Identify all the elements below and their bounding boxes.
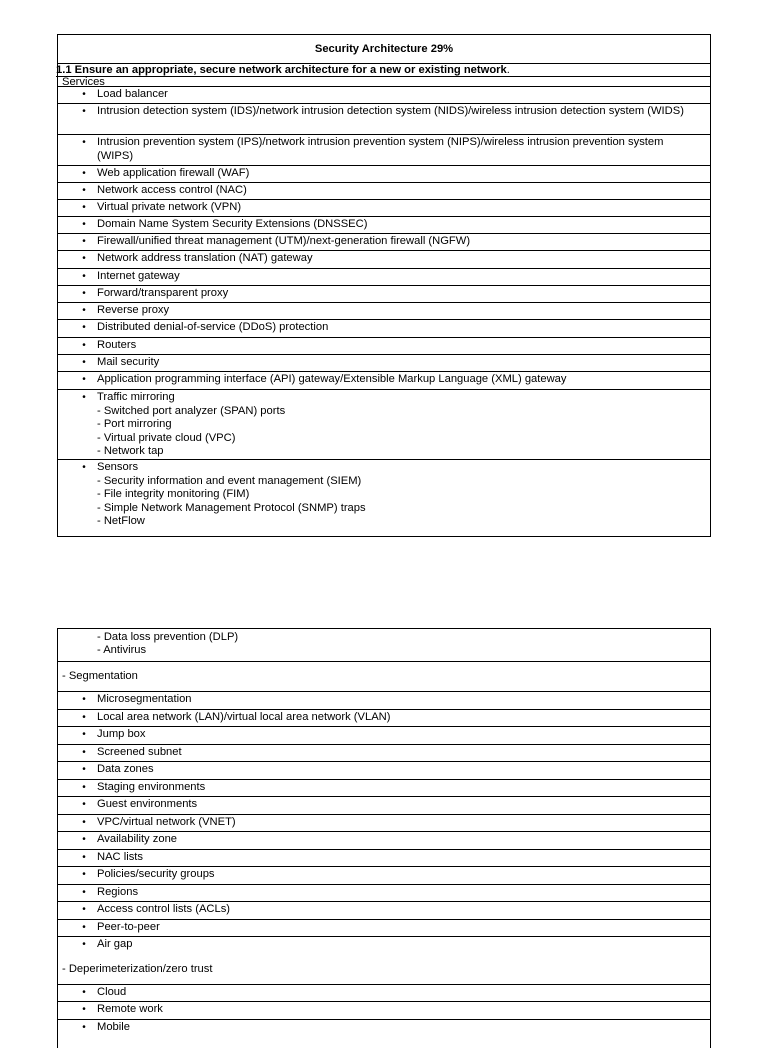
- list-item-text: Policies/security groups: [97, 868, 215, 880]
- list-item-text: Network access control (NAC): [97, 184, 247, 196]
- list-item-text: Mobile: [97, 1020, 130, 1033]
- objective-heading-row: [56, 64, 710, 77]
- list-item-text: Domain Name System Security Extensions (DNSSEC): [97, 218, 368, 230]
- list-item: [58, 937, 710, 955]
- segmentation-table: [57, 628, 711, 1048]
- list-item-text: Guest environments: [97, 798, 198, 810]
- bullet-icon: •: [82, 288, 86, 299]
- bullet-icon: •: [82, 392, 86, 403]
- zerotrust-heading-row: [58, 955, 710, 985]
- sub-item-text: - Simple Network Management Protocol (SNMP) traps: [97, 501, 366, 514]
- bullet-icon: •: [82, 185, 86, 196]
- list-item: [58, 797, 710, 815]
- bullet-icon: •: [82, 202, 86, 213]
- bullet-icon: •: [82, 746, 86, 758]
- list-item: [58, 183, 710, 200]
- sub-item-text: - Network tap: [97, 445, 164, 457]
- bullet-icon: •: [82, 1004, 86, 1015]
- section-label: Services: [62, 76, 105, 88]
- bullet-icon: •: [82, 271, 86, 282]
- list-item-text: VPC/virtual network (VNET): [97, 815, 236, 828]
- list-item: [58, 104, 710, 135]
- bullet-icon: •: [82, 851, 86, 863]
- segmentation-label: - Segmentation: [62, 670, 138, 682]
- bullet-icon: •: [82, 781, 86, 793]
- list-item-text: Jump box: [97, 728, 146, 740]
- list-item: [58, 710, 710, 728]
- bullet-icon: •: [82, 374, 86, 385]
- bullet-icon: •: [82, 137, 86, 148]
- list-item: [58, 355, 710, 372]
- table-title-row: [58, 35, 710, 64]
- list-item: [58, 135, 710, 166]
- list-item: [58, 867, 710, 885]
- list-item-text: Mail security: [97, 356, 160, 368]
- bullet-icon: •: [82, 253, 86, 264]
- list-item: [58, 832, 710, 850]
- segmentation-heading-row: [58, 662, 710, 692]
- list-item-text: Forward/transparent proxy: [97, 287, 229, 299]
- list-item: [58, 1002, 710, 1020]
- bullet-icon: •: [82, 886, 86, 898]
- list-item-text: Microsegmentation: [97, 693, 192, 705]
- bullet-icon: •: [82, 89, 86, 100]
- segmentation-list: [58, 692, 710, 955]
- list-item-text: Traffic mirroring: [97, 391, 175, 403]
- list-item: [58, 780, 710, 798]
- bullet-icon: •: [82, 921, 86, 933]
- list-item-text: Cloud: [97, 985, 127, 998]
- list-item-text: Staging environments: [97, 780, 206, 793]
- list-item: [58, 390, 710, 460]
- list-item-text: Network address translation (NAT) gateway: [97, 252, 313, 264]
- zerotrust-label: - Deperimeterization/zero trust: [62, 962, 213, 975]
- list-item: [58, 303, 710, 320]
- list-item: [58, 885, 710, 903]
- section-row-services: [58, 77, 710, 87]
- sub-item-text: - Switched port analyzer (SPAN) ports: [97, 404, 286, 417]
- sub-item-text: - Security information and event management (SIEM): [97, 474, 362, 487]
- list-item-text: Firewall/unified threat management (UTM)/next-generation firewall (NGFW): [97, 235, 471, 247]
- list-item-text: NAC lists: [97, 850, 143, 863]
- bullet-icon: •: [82, 106, 86, 117]
- list-item-text: Application programming interface (API) gateway/Extensible Markup Language (XML) gateway: [97, 373, 567, 385]
- list-item-text: Distributed denial-of-service (DDoS) protection: [97, 321, 329, 333]
- bullet-icon: •: [82, 904, 86, 915]
- bullet-icon: •: [82, 816, 86, 828]
- list-item: [58, 372, 710, 390]
- bullet-icon: •: [82, 322, 86, 333]
- list-item-text: Air gap: [97, 938, 133, 950]
- list-item-text: Internet gateway: [97, 270, 180, 282]
- list-item: [58, 815, 710, 833]
- bullet-icon: •: [82, 462, 86, 473]
- bullet-icon: •: [82, 834, 86, 845]
- table-title: Security Architecture 29%: [314, 43, 454, 55]
- bullet-icon: •: [82, 694, 86, 705]
- list-item-text: Peer-to-peer: [97, 920, 160, 933]
- list-item-text: Regions: [97, 885, 139, 898]
- list-item: [58, 692, 710, 710]
- sub-item-text: - Port mirroring: [97, 418, 172, 430]
- services-list: [58, 87, 710, 529]
- objective-heading: 1.1 Ensure an appropriate, secure network architecture for a new or existing network: [56, 64, 507, 76]
- list-item: [58, 338, 710, 355]
- list-item-text: Web application firewall (WAF): [97, 167, 250, 179]
- sub-item-text: - Data loss prevention (DLP): [97, 631, 239, 643]
- list-item: [58, 985, 710, 1003]
- list-item-text: Load balancer: [97, 88, 168, 100]
- list-item: [58, 460, 710, 529]
- bullet-icon: •: [82, 799, 86, 810]
- list-item-text: Routers: [97, 339, 137, 351]
- bullet-icon: •: [82, 219, 86, 230]
- bullet-icon: •: [82, 305, 86, 316]
- bullet-icon: •: [82, 764, 86, 775]
- sub-item-text: - Virtual private cloud (VPC): [97, 431, 236, 444]
- list-item-text: Screened subnet: [97, 745, 182, 758]
- list-item: [58, 745, 710, 763]
- list-item-text: Sensors: [97, 461, 139, 473]
- list-item-text: Availability zone: [97, 833, 178, 845]
- sub-item-text: - File integrity monitoring (FIM): [97, 488, 250, 500]
- bullet-icon: •: [82, 986, 86, 998]
- continued-items-row: [58, 629, 710, 662]
- zerotrust-list: [58, 985, 710, 1038]
- bullet-icon: •: [82, 729, 86, 740]
- list-item: [58, 902, 710, 920]
- list-item-text: Access control lists (ACLs): [97, 903, 231, 915]
- list-item: [58, 286, 710, 303]
- list-item: [58, 920, 710, 938]
- list-item: [58, 234, 710, 251]
- sub-item-text: - NetFlow: [97, 515, 145, 527]
- list-item: [58, 320, 710, 338]
- list-item-text: Local area network (LAN)/virtual local area network (VLAN): [97, 710, 391, 723]
- list-item: [58, 1020, 710, 1038]
- list-item: [58, 166, 710, 183]
- list-item: [58, 850, 710, 868]
- bullet-icon: •: [82, 711, 86, 723]
- list-item-text: Virtual private network (VPN): [97, 201, 242, 213]
- list-item: [58, 269, 710, 286]
- list-item: [58, 762, 710, 780]
- services-table: [57, 34, 711, 537]
- list-item-text: Remote work: [97, 1003, 163, 1015]
- list-item-text: Reverse proxy: [97, 304, 170, 316]
- list-item: [58, 251, 710, 269]
- list-item: [58, 87, 710, 104]
- list-item-text: Intrusion prevention system (IPS)/network intrusion prevention system (NIPS)/wireless intrusion prevention system (WIPS): [97, 136, 664, 162]
- bullet-icon: •: [82, 939, 86, 950]
- sub-item-text: - Antivirus: [97, 644, 147, 656]
- bullet-icon: •: [82, 340, 86, 351]
- list-item-text: Data zones: [97, 763, 154, 775]
- list-item: [58, 200, 710, 217]
- list-item-text: Intrusion detection system (IDS)/network intrusion detection system (NIDS)/wireless intrusion detection system (WIDS): [97, 105, 684, 117]
- bullet-icon: •: [82, 236, 86, 247]
- bullet-icon: •: [82, 1021, 86, 1033]
- objective-heading-period: .: [506, 64, 510, 76]
- bullet-icon: •: [82, 357, 86, 368]
- list-item: [58, 217, 710, 234]
- bullet-icon: •: [82, 869, 86, 880]
- list-item: [58, 727, 710, 745]
- bullet-icon: •: [82, 168, 86, 179]
